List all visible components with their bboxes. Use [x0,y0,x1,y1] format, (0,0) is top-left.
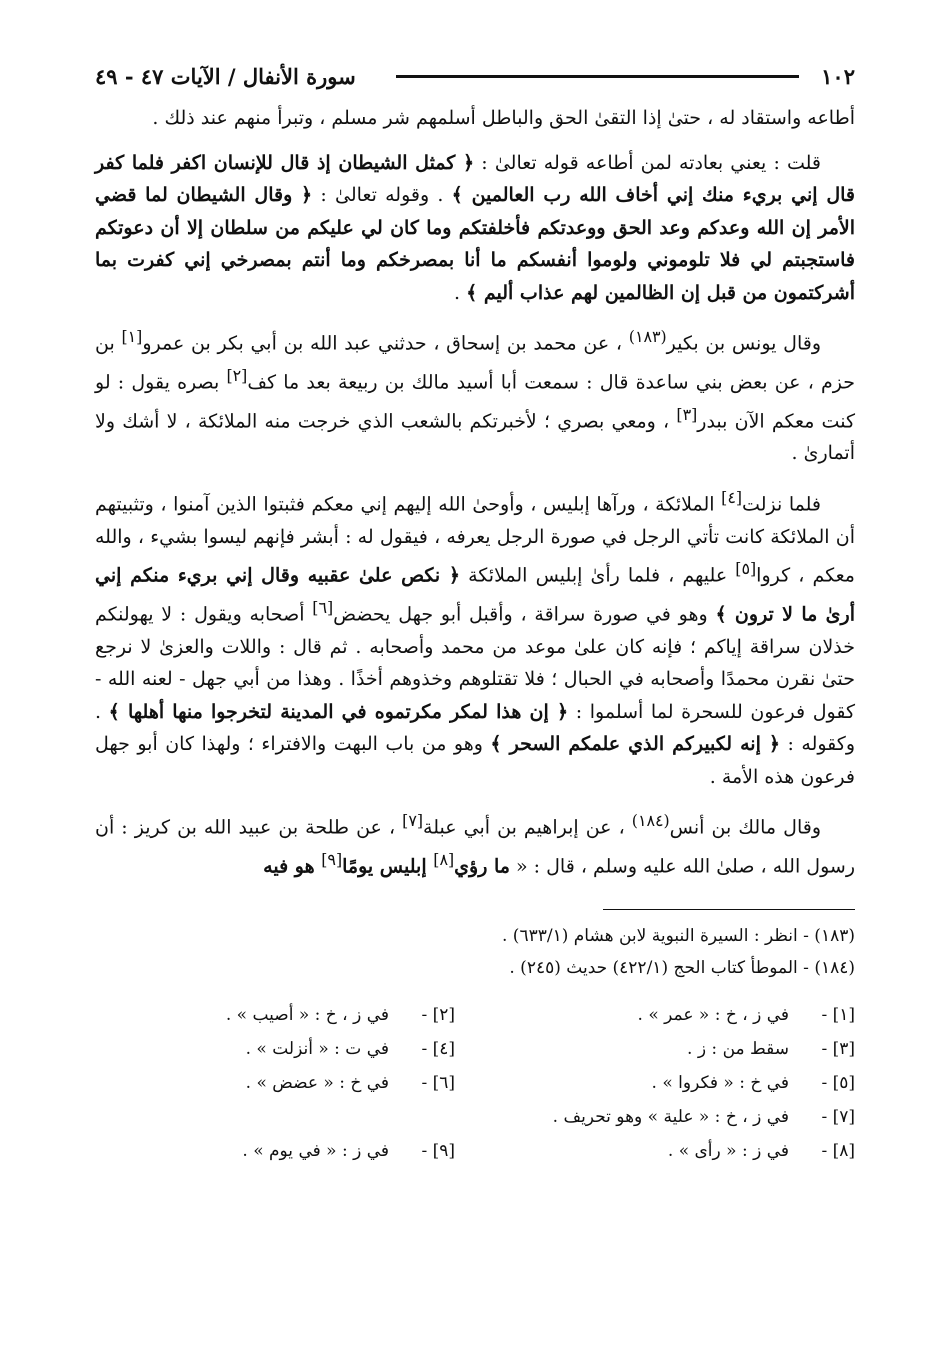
note-spacer [95,1100,455,1134]
variant-notes [95,998,855,1168]
quran-quote: هو فيه [263,855,322,878]
quran-quote: إبليس يومًا [342,855,434,878]
text-run: ، ومعي بصري ؛ لأخبرتكم بالشعب الذي خرجت منه الملائكة ، لا أشك ولا أتمارىٰ . [95,409,855,465]
text-run: أطاعه واستقاد له ، حتىٰ إذا التقىٰ الحق والباطل أسلمهم شر مسلم ، وتبرأ منهم عند ذلك . [152,107,855,129]
header-rule [396,75,799,78]
note-number: [٣] - [821,1039,855,1060]
text-run: ، عن محمد بن إسحاق ، حدثني عبد الله بن أبي بكر بن عمرو [142,332,629,355]
book-page [95,58,855,1168]
text-run: وهو في صورة سراقة ، وأقبل أبو جهل يحضض [333,603,716,626]
quran-quote: ﴿ وقال الشيطان لما قضي الأمر إن الله وعدكم وعد الحق ووعدتكم فأخلفتكم وما كان لي عليكم من سلطان إلا أن دعوتكم فاستجبتم لي فلا تلوموني ولوموا أنفسكم ما أنا بمصرخكم وما أنتم بمصرخي إني كفرت بما أشركتمون من قبل إن الظالمين لهم عذاب أليم ﴾ [95,184,855,304]
variant-note [495,998,855,1032]
text-run: وقال مالك بن أنس [669,816,821,839]
variant-note [495,1032,855,1066]
footnote-ref: [٧] [402,811,424,831]
footnotes [95,920,855,984]
note-number: [٤] - [421,1039,455,1060]
footnote-separator [603,909,855,910]
variant-note [495,1066,855,1100]
page-number: ١٠٢ [821,63,855,89]
text-run: فلما نزلت [742,493,821,516]
note-number: [٧] - [821,1107,855,1128]
footnote-ref: [٤] [721,487,743,507]
footnote-ref: [٦] [312,598,334,618]
text-run: ، عن طلحة بن عبيد الله بن كريز : أن رسول الله ، صلىٰ الله عليه وسلم ، قال : « [95,816,855,878]
note-text: في ز : « في يوم » . [242,1141,389,1162]
variant-note [495,1134,855,1168]
running-head [95,58,855,94]
running-title: سورة الأنفال / الآيات ٤٧ - ٤٩ [95,63,356,89]
variant-note [95,1066,455,1100]
quran-quote: ﴿ إن هذا لمكر مكرتموه في المدينة لتخرجوا منها أهلها ﴾ [108,700,569,723]
note-text: في ز ، خ : « أصيب » . [225,1005,389,1026]
text-run: قلت : يعني بعادته لمن أطاعه قوله تعالىٰ : [474,151,821,174]
quran-quote: ﴿ كمثل الشيطان إذ قال للإنسان اكفر فلما كفر قال إني بريء منك إني أخاف الله رب العالمين ﴾ [95,151,856,206]
footnote-ref: [١] [121,327,143,346]
variant-note [95,998,455,1032]
note-text: في خ : « عضض » . [245,1073,389,1094]
text-run: عليهم ، فلما رأىٰ إبليس الملائكة [460,564,736,587]
footnote: (١٨٤) - الموطأ كتاب الحج (٤٢٢/١) حديث (٢٤٥) . [509,958,855,979]
footnote: (١٨٣) - انظر : السيرة النبوية لابن هشام (٦٣٣/١) . [502,926,855,947]
note-text: سقط من : ز . [687,1039,789,1060]
text-run: وقال يونس بن بكير [666,332,822,355]
note-number: [٥] - [821,1073,855,1094]
note-number: [٨] - [821,1141,855,1162]
paragraph [95,321,855,470]
note-text: في ز ، خ : « عمر » . [637,1005,789,1026]
note-number: [٦] - [421,1073,455,1094]
note-number: [٢] - [421,1005,455,1026]
footnote-ref: [٢] [226,365,248,385]
footnote-ref: (١٨٤) [631,811,670,831]
quran-quote: ﴿ إنه لكبيركم الذي علمكم السحر ﴾ [490,733,781,756]
quran-quote: ما رؤي [454,855,510,878]
variant-note [95,1134,455,1168]
note-number: [٩] - [421,1141,455,1162]
text-run: . وكقوله : [95,700,856,756]
footnote-ref: [٨] [433,850,455,870]
note-text: في خ : « فكروا » . [651,1073,789,1094]
quran-quote: ﴿ نكص علىٰ عقبيه وقال إني بريء منكم إني أرىٰ ما لا ترون ﴾ [95,564,856,626]
footnote-ref: (١٨٣) [628,327,667,346]
variant-note [495,1100,855,1134]
variant-note [95,1032,455,1066]
text-run: الملائكة ، ورآها إبليس ، وأوحىٰ الله إليهم إني معكم فثبتوا الذين آمنوا ، وتثبيتهم أن الملائكة كانت تأتي الرجل في صورة الرجل يعرفه ، فيقول له : أبشر فإنهم ليسوا بشيء ، والله معكم ، كروا [95,493,855,587]
text-run: . وقوله تعالىٰ : [312,184,452,206]
paragraph [95,805,855,883]
text-run: . [454,281,467,304]
note-text: في ز : « رأى » . [667,1141,789,1162]
text-run: بصره يقول : لو كنت معكم الآن ببدر [95,371,855,432]
text-run: ، عن إبراهيم بن أبي عبلة [423,816,632,839]
body-text [95,102,855,883]
footnote-ref: [٥] [735,559,757,579]
footnote-ref: [٩] [321,850,343,870]
footnote-ref: [٣] [676,404,698,424]
note-text: في ت : « أنزلت » . [245,1039,389,1060]
text-run: أصحابه ويقول : لا يهولنكم خذلان سراقة إياكم ؛ فإنه كان علىٰ موعد من محمد وأصحابه . ثم قال : واللات والعزىٰ لا نرجع حتىٰ نقرن محمدًا وأصحابه في الحبال ؛ فلا تقتلوهم وخذوهم أخذًا . وهذا من أبي جهل - لعنه الله - كقول فرعون للسحرة لما أسلموا : [95,603,855,723]
text-run: وهو من باب البهت والافتراء ؛ ولهذا كان أبو جهل فرعون هذه الأمة . [95,733,855,788]
note-text: في ز ، خ : « علية » وهو تحريف . [552,1107,789,1128]
note-number: [١] - [821,1005,855,1026]
paragraph [95,482,855,793]
paragraph [95,102,855,135]
text-run: بن حزم ، عن بعض بني ساعدة قال : سمعت أبا أسيد مالك بن ربيعة بعد ما كف [95,332,855,394]
paragraph [95,147,855,310]
